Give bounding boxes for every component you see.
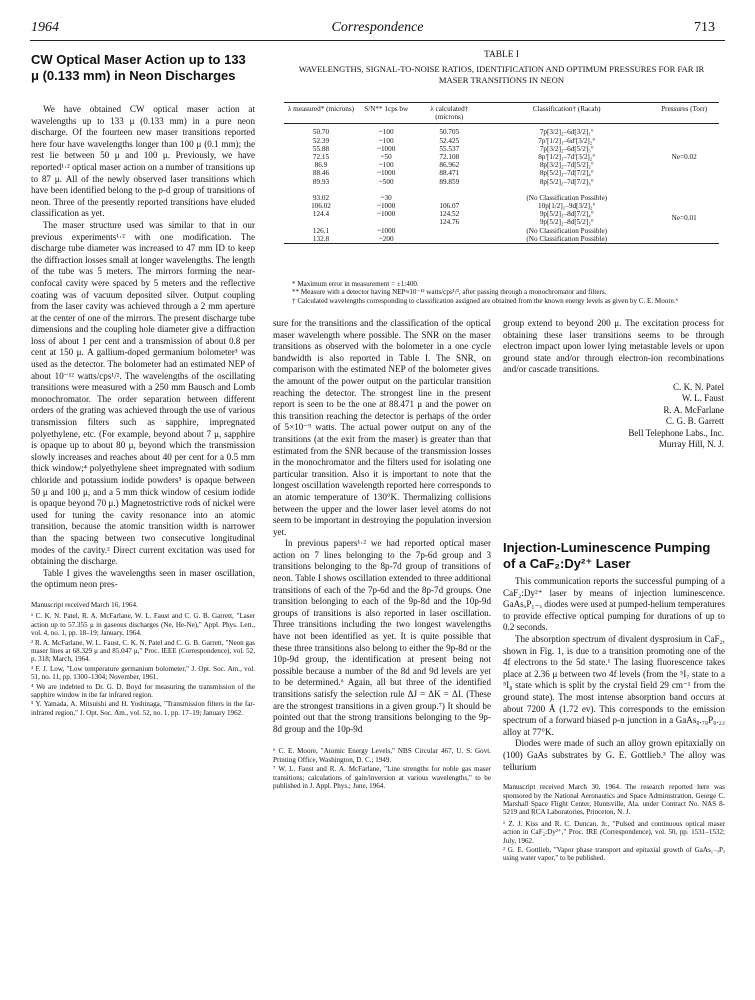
- table-cell: 8p[5/2]₃–7d[7/2]₄°: [539, 169, 594, 178]
- table-cell: 10p[1/2]₁–9d[3/2]₂°: [538, 202, 596, 211]
- table-row: [284, 124, 719, 137]
- table-cell: [284, 218, 358, 226]
- table-cell: 106.07: [439, 202, 460, 211]
- journal-year: 1964: [31, 20, 59, 35]
- table-cell: 50.705: [439, 128, 460, 137]
- table-cell: (No Classification Possible): [526, 226, 608, 235]
- reference: ¹ Z. J. Kiss and R. C. Duncan, Jr., "Pulsed and continuous optical maser action in CaF₂:Dy²⁺," Proc. IRE (Correspondence), vol. 50, pp. 1531–1532; July, 1962.: [503, 819, 725, 845]
- table-cell: 55.537: [439, 144, 460, 153]
- table-row: [284, 194, 719, 202]
- article-title: CW Optical Maser Action up to 133 μ (0.133 mm) in Neon Discharges: [31, 52, 246, 83]
- reference: ³ F. J. Low, "Low temperature germanium bolometer," J. Opt. Soc. Am., vol. 51, no. 11, pp. 1300–1304; November, 1961.: [31, 664, 255, 682]
- article-body-col3: [503, 318, 724, 450]
- data-table: [284, 102, 719, 244]
- reference: ⁵ Y. Yamada, A. Mitsuishi and H. Yoshinaga, "Transmission filters in the far-infrared region," J. Opt. Soc. Am., vol. 52, no. 1, pp. 17–19; January 1962.: [31, 700, 255, 717]
- table-cell: 89.859: [439, 177, 460, 186]
- paragraph: sure for the transitions and the classification of the optical maser wavelength where possible. The SNR on the maser transitions as observed with the bolometer in a one cycle bandwidth is also reported in Table I. The SNR, on comparison with the estimated NEP of the bolometer gives the amount of the power output on the particular transition reaching the detector. The strongest line in the present report is seen to be the one at 88.471 μ and the power on this transition reaching the detector is perhaps of the order of 5×10⁻⁹ watts. The actual power output on any of the transitions (at the exit from the maser) is greater than that estimated from the SNR because of the transmission losses in the monochromator and the filters used for isolating one particular transition. Also it is important to note that the longest oscillation wavelength reported here corresponds to an atomic temperature of 130°K. Thermalizing collisions between the upper and the lower laser level atoms do not seem to be important in destroying the population inversion yet.: [273, 318, 491, 537]
- table-cell: ~1000: [377, 210, 396, 219]
- table-label: TABLE I: [484, 50, 519, 60]
- article-body-col2: [273, 318, 491, 791]
- author-block: [503, 382, 724, 450]
- author: C. G. B. Garrett: [665, 416, 724, 427]
- reference: ⁶ C. E. Moore, "Atomic Energy Levels," NBS Circular 467, U. S. Govt. Printing Office, Washington, D. C.; 1949.: [273, 747, 491, 764]
- references: [273, 747, 491, 790]
- article-body-col1: [31, 104, 255, 718]
- article2-title: Injection-Luminescence Pumping of a CaF₂:Dy²⁺ Laser: [503, 540, 711, 571]
- table-note: ** Measure with a detector having NEP≈10⁻¹² watts/cps¹/², after passing through a monochromator and filters.: [292, 288, 607, 297]
- received-note: Manuscript received March 16, 1964.: [31, 600, 138, 609]
- table-cell: ~100: [378, 128, 394, 137]
- pressure-cell: Ne=0.02: [671, 153, 697, 162]
- table-cell: 7p[3/2]₂–6d[3/2]₁°: [539, 128, 594, 137]
- table-cell: 55.88: [312, 144, 330, 153]
- table-cell: 9p[5/2]₃–8d[7/2]₄°: [539, 210, 594, 219]
- references: [31, 612, 255, 717]
- table-cell: 124.76: [439, 218, 460, 227]
- section-title: Correspondence: [331, 20, 424, 35]
- references: [503, 820, 725, 863]
- reference: ⁷ W. L. Faust and R. A. McFarlane, "Line strengths for noble gas maser transitions; calculations of gain/inversion at various wavelengths," to be published in J. Appl. Phys.; June, 1964.: [273, 765, 491, 790]
- table-cell: 7p[3/2]₂–6d[5/2]₃°: [539, 144, 594, 153]
- table-cell: 72.15: [312, 153, 330, 162]
- table-cell: [414, 227, 484, 235]
- header-rule: [30, 40, 725, 41]
- table-cell: 52.39: [312, 136, 330, 145]
- table-cell: 86.9: [314, 161, 328, 170]
- table-cell: ~1000: [377, 202, 396, 211]
- table-cell: ~1000: [377, 226, 396, 235]
- paragraph: The maser structure used was similar to that in our previous experiments¹·² with one modification. The discharge tube diameter was increased to 47 mm ID to keep the diffraction losses small at longer wavelengths. The length of the tube was 5 meters. The mirrors forming the near-confocal cavity were spaced by 5 meters and the reflective coating was of vacuum deposited silver. Output coupling from the laser cavity was achieved through a 2 mm aperture at the center of one of the mirrors. The present discharge tube dimensions and the coupling hole diameter give a diffraction loss of about 1 per cent and a transmission of about 0.8 per cent at 150 μ. A gallium-doped germanium bolometer³ was used as the detector. The bolometer had an estimated NEP of about 10⁻¹² watts/cps¹/². The wavelengths of the oscillating transitions were measured with a 250 mm Bausch and Lomb monochromator. The order separation between different orders of the grating was achieved through the use of various transmission filters such as sapphire, impregnated polyethylene, etc. (For example, beyond about 7 μ, sapphire is opaque up to about 80 μ, beyond which the transmission slowly increases and reaches about 40 per cent for a 0.5 mm thick window;⁴ polyethylene sheet impregnated with sodium chloride and potassium iodide powders⁵ is opaque between 50 μ and 100 μ, and a 5 mm thick window of cesium iodide is opaque beyond 70 μ.) Magnetostrictive rods of nickel were used for tuning the cavity resonance into an atomic transition, because the atomic transition width is narrower than the spacing between two consecutive longitudinal modes of the cavity.² Direct current excitation was used for obtaining the discharge.: [31, 219, 255, 567]
- table-cell: 8p[3/2]₂–7d[5/2]₂°: [539, 161, 594, 170]
- paragraph: The absorption spectrum of divalent dysprosium in CaF₂, shown in Fig. 1, is due to a transition promoting one of the 4f electrons to the 5d state.¹ The lasing fluorescence takes place at 2.36 μ between two 4f levels (from the ⁵I₇ state to a ⁵I₈ state which is split by the crystal field 29 cm⁻¹ from the ground state). The most intense absorption band occurs at about 7200 Å (1.72 ev). This corresponds to the emission spectrum of a forward biased p-n junction in a GaAs₀.₇₈P₀.₂₂ alloy at 77°K.: [503, 633, 725, 737]
- table-cell: 126.1: [312, 226, 330, 235]
- author: W. L. Faust: [681, 393, 724, 404]
- table-header-row: [284, 103, 719, 124]
- table-cell: [414, 235, 484, 244]
- affiliation-location: Murray Hill, N. J.: [658, 439, 724, 449]
- table-cell: 89.93: [312, 177, 330, 186]
- table-cell: 124.4: [312, 210, 330, 219]
- column-header: Pressures (Torr): [649, 103, 719, 124]
- table-cell: 50.70: [312, 128, 330, 137]
- table-cell: ~100: [378, 161, 394, 170]
- table-cell: 86.962: [439, 161, 460, 170]
- table-cell: 7p′[1/2]₁–6d′[3/2]₂°: [538, 136, 596, 145]
- table-cell: 106.02: [311, 202, 331, 211]
- table-cell: 93.02: [312, 193, 330, 202]
- pressure-cell: Ne=0.01: [671, 214, 697, 223]
- table-cell: ~500: [378, 177, 394, 186]
- table-cell: ~50: [380, 153, 392, 162]
- table-cell: ~1000: [377, 144, 396, 153]
- paragraph: This communication reports the successful pumping of a CaF₂:Dy²⁺ laser by means of injection luminescence. GaAsₓP₁₋ₓ diodes were used at pumped-helium temperatures to provide effective optical pumping for durations of up to 0.2 seconds.: [503, 576, 725, 633]
- received-note: Manuscript received March 30, 1964. The research reported here was sponsored by the National Aeronautics and Space Administration, George C. Marshall Space Flight Center, Huntsville, Ala. under Contract No. NAS 8-5219 and RCA Laboratories, Princeton, N. J.: [503, 783, 725, 817]
- reference: ¹ C. K. N. Patel, R. A. McFarlane, W. L. Faust and C. G. B. Garrett, "Laser action up to 57.355 μ in gaseous discharges (Ne, He-Ne)," Appl. Phys. Lett., vol. 4, no. 1, pp. 18–19; January, 1964.: [31, 612, 255, 638]
- reference: ² R. A. McFarlane, W. L. Faust, C. K. N. Patel and C. G. B. Garrett, "Neon gas maser lines at 68.329 μ and 85.047 μ," Proc. IEEE (Correspondence), vol. 52, p. 318; March, 1964.: [31, 638, 255, 664]
- table-cell: [358, 218, 415, 226]
- table-cell: 132.8: [312, 234, 330, 243]
- reference: ⁴ We are indebted to Dr. G. D. Boyd for measuring the transmission of the sapphire window in the far infrared region.: [31, 682, 255, 699]
- page-number: 713: [694, 20, 715, 35]
- table-cell: ~30: [380, 193, 392, 202]
- table-cell: 88.46: [312, 169, 330, 178]
- table-cell: 8p′[1/2]₁–7d′[3/2]₂°: [538, 153, 596, 162]
- table-cell: (No Classification Possible): [526, 234, 608, 243]
- column-header: S/N** 1cps bw: [358, 103, 415, 124]
- paragraph: In previous papers¹·² we had reported optical maser action on 7 lines belonging to the 7p-6d group and 3 transitions belonging to the 8p-7d group of transitions of neon. Table I shows oscillation extended to three additional transitions of each of the 7p-6d and the 8p-7d groups. One transition belonging to each of the 9p-8d and the 10p-9d groups of transitions is also reported in laser oscillation. Three transitions including the two longest wavelengths have not been identified as yet. It is quite possible that these three transitions also belong to either the 9p-8d or the 10p-9d group, the identification at present being not possible because a number of the 8d and 9d levels are yet to be determined.⁶ Again, all but three of the identified transitions satisfy the selection rule ΔJ = ΔK = ΔI. (These are the strongest transitions in a given group.⁷) It should be pointed out that the strong transitions belonging to the 9p-8d group and the 10p-9d: [273, 538, 491, 734]
- table-cell: (No Classification Possible): [526, 193, 608, 202]
- column-header: Classification† (Racah): [484, 103, 649, 124]
- column-header: λ calculated† (microns): [414, 103, 484, 124]
- paragraph: Diodes were made of such an alloy grown epitaxially on (100) GaAs substrates by G. E. Gottlieb.³ The alloy was tellurium: [503, 738, 725, 772]
- table-note: † Calculated wavelengths corresponding to classification assigned are obtained from the known energy levels as given by C. E. Moore.⁶: [292, 296, 679, 305]
- table-cell: 88.471: [439, 169, 460, 178]
- table-note: * Maximum error in measurement = ±1:400.: [292, 280, 419, 288]
- affiliation: Bell Telephone Labs., Inc.: [628, 427, 724, 438]
- table-cell: ~1000: [377, 169, 396, 178]
- table-cell: 9p[5/2]₂–8d[5/2]₃°: [539, 218, 594, 227]
- group-spacer: [284, 186, 719, 194]
- table-cell: 52.425: [439, 136, 460, 145]
- column-header: λ measured* (microns): [284, 103, 358, 124]
- reference: ² G. E. Gottlieb, "Vapor phase transport and epitaxial growth of GaAs₁₋ₓPₓ using water vapor," to be published.: [503, 845, 725, 863]
- paragraph: Table I gives the wavelengths seen in maser oscillation, the optimum neon pres-: [31, 567, 255, 590]
- table-cell: [414, 194, 484, 202]
- article2-body: [503, 576, 725, 864]
- table-cell: ~200: [378, 234, 394, 243]
- author: R. A. McFarlane: [663, 404, 724, 415]
- table-cell: 8p[5/2]₂–7d[7/2]₃°: [539, 177, 594, 186]
- table-cell: 72.108: [439, 153, 460, 162]
- paragraph: We have obtained CW optical maser action at wavelengths up to 133 μ (0.133 mm) in a pure neon discharge. Of the fourteen new maser transitions reported here four have wavelengths longer than 100 μ (0.1 mm); the rest lie between 50 μ and 100 μ. Previously, we have reported¹·² optical maser action on a number of transitions up to 87 μ. All of the newly observed laser transitions which have been identified belong to the p-d group of transitions of neon. Three of the presently reported transitions have eluded classification as yet.: [31, 104, 255, 219]
- author: C. K. N. Patel: [672, 381, 724, 392]
- paragraph: group extend to beyond 200 μ. The excitation process for obtaining these laser transitions seems to be through electron impact upon lower lying metastable levels or upon ground state and/or through electron-ion recombinations and/or cascade transitions.: [503, 318, 724, 375]
- table-cell: ~100: [378, 136, 394, 145]
- table-caption: WAVELENGTHS, SIGNAL-TO-NOISE RATIOS, IDENTIFICATION AND OPTIMUM PRESSURES FOR FAR IR MASER TRANSITIONS IN NEON: [298, 64, 705, 85]
- table-cell: 124.52: [439, 210, 460, 219]
- table-notes: [284, 280, 724, 305]
